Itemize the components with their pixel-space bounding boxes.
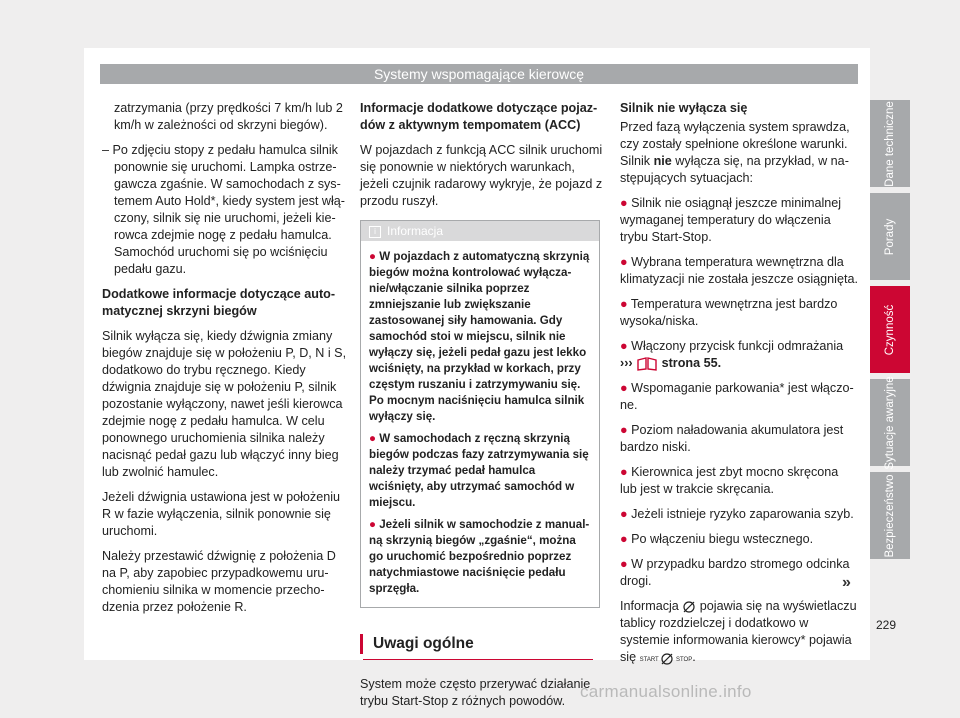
paragraph: Przed fazą wyłączenia system sprawdza, czy zostały spełnione określone warunki. Silnik nie wyłącza się, na przykład, w następujących sytuacjach:: [620, 120, 850, 185]
bullet-icon: ●: [620, 465, 632, 479]
section-title: Uwagi ogólne: [360, 634, 593, 654]
section-underline: [363, 659, 593, 660]
tab-bezpieczenstwo[interactable]: Bezpieczeństwo: [870, 472, 910, 559]
start-stop-icon: [660, 652, 674, 666]
dash-item: – Po zdjęciu stopy z pedału hamulca silnik ponownie się uruchomi. Lampka ostrzegawcza zgaśnie. W samochodach z systemem Auto Hold*, kiedy system jest włączony, silnik się nie uruchomi, jeżeli kierowca zdejmie nogę z pedału hamulca. Samochód uruchomi się po wciśnięciu pedału gazu.: [102, 143, 345, 276]
paragraph: Silnik wyłącza się, kiedy dźwignia zmiany biegów znajduje się w położeniu P, D, N i S, dodatkowo do trybu ręcznego. Kiedy dźwignia znajduje się w położeniu P, silnik pozostanie wyłączony, nawet jeśli kierowca zdejmie nogę z pedału hamulca. W celu ponownego uruchomienia silnika należy nacisnąć pedał gazu lub włączyć inny bieg lub zwolnić hamulec.: [102, 329, 347, 479]
book-icon: [636, 357, 658, 371]
bullet-item: ● Wspomaganie parkowania* jest włączone.: [620, 381, 854, 412]
start-stop-symbol: START STOP: [640, 657, 693, 663]
bullet-item: ● Kierownica jest zbyt mocno skręcona lub jest w trakcie skręcania.: [620, 465, 839, 496]
watermark: carmanualsonline.info: [580, 682, 752, 701]
info-item: ● W samochodach z ręczną skrzynią biegów podczas fazy zatrzymywania się należy trzymać pedał hamulca wciśnięty, aby utrzymać samochód w miejscu.: [369, 432, 589, 509]
info-box-body: [361, 241, 599, 607]
info-item: ● W pojazdach z automatyczną skrzynią biegów można kontrolować wyłączanie/włączanie silnika poprzez zmniejszanie lub zwiększanie zastosowanej siły hamowania. Gdy samochód stoi w miejscu, silnik nie wyłączy się, jeżeli pedał gazu jest lekko wciśnięty, na przykład w korkach, przy częstym ruszaniu i zatrzymywaniu się. Po mocnym naciśnięciu hamulca silnik wyłączy się.: [369, 250, 590, 423]
bullet-icon: ●: [369, 432, 380, 445]
column-2: [360, 100, 604, 718]
next-page-arrow-icon[interactable]: »: [842, 574, 851, 591]
column-1: [102, 100, 350, 624]
start-stop-icon: [682, 600, 696, 614]
page-reference[interactable]: ››› strona 55.: [620, 356, 722, 370]
paragraph: W pojazdach z funkcją ACC silnik uruchomi się ponownie w niektórych warunkach, jeżeli czujnik radarowy wykryje, że pojazd z przodu ruszył.: [360, 143, 603, 208]
paragraph: zatrzymania (przy prędkości 7 km/h lub 2 km/h w zależności od skrzyni biegów).: [114, 101, 343, 132]
bullet-item: ● Poziom naładowania akumulatora jest bardzo niski.: [620, 423, 844, 454]
bullet-icon: ●: [620, 532, 632, 546]
bullet-item: ● W przypadku bardzo stromego odcinka drogi.: [620, 557, 850, 588]
bullet-item: ● Silnik nie osiągnął jeszcze minimalnej wymaganej temperatury do włączenia trybu Start-Stop.: [620, 196, 842, 244]
paragraph: Jeżeli dźwignia ustawiona jest w położeniu R w fazie wyłączenia, silnik ponownie się uruchomi.: [102, 490, 341, 538]
paragraph: System może często przerywać działanie trybu Start-Stop z różnych powodów.: [360, 677, 591, 708]
info-box: [360, 220, 600, 608]
bullet-icon: ●: [620, 423, 632, 437]
info-box-header: [361, 221, 599, 241]
bullet-icon: ●: [620, 557, 632, 571]
bullet-icon: ●: [369, 518, 380, 531]
tab-czynnosc[interactable]: Czynność: [870, 286, 910, 373]
section-heading: Dodatkowe informacje dotyczące automatycznej skrzyni biegów: [102, 287, 336, 318]
bullet-icon: ●: [369, 250, 380, 263]
page-number: 229: [876, 618, 897, 632]
bullet-icon: ●: [620, 255, 632, 269]
bullet-item: ● Wybrana temperatura wewnętrzna dla klimatyzacji nie została jeszcze osiągnięta.: [620, 255, 858, 286]
bullet-item: ● Po włączeniu biegu wstecznego.: [620, 532, 814, 546]
bullet-icon: ●: [620, 381, 632, 395]
bullet-icon: ●: [620, 507, 632, 521]
column-3: [620, 100, 858, 677]
info-item: ● Jeżeli silnik w samochodzie z manualną skrzynią biegów „zgaśnie“, można go uruchomić bezpośrednio poprzez natychmiastowe naciśnięcie pedału sprzęgła.: [369, 518, 590, 595]
tab-dane-techniczne[interactable]: Dane techniczne: [870, 100, 910, 187]
tab-porady[interactable]: Porady: [870, 193, 910, 280]
info-box-title: Informacja: [387, 224, 444, 238]
side-tabs: [870, 100, 910, 565]
page-header: Systemy wspomagające kierowcę: [100, 64, 858, 84]
paragraph: Informacja pojawia się na wyświetlaczu tablicy rozdzielczej i dodatkowo w systemie informowania kierowcy* pojawia się START STOP.: [620, 598, 858, 669]
info-icon: i: [369, 226, 381, 238]
section-heading: Silnik nie wyłącza się: [620, 101, 748, 115]
section-heading: Informacje dodatkowe dotyczące pojazdów z aktywnym tempomatem (ACC): [360, 101, 598, 132]
paragraph: Należy przestawić dźwignię z położenia D na P, aby zapobiec przypadkowemu uruchomieniu silnika w momencie przechodzenia przez położenie R.: [102, 549, 336, 614]
tab-sytuacje-awaryjne[interactable]: Sytuacje awaryjne: [870, 379, 910, 466]
bullet-item: ● Włączony przycisk funkcji odmrażania ››› strona 55.: [620, 339, 844, 370]
bullet-icon: ●: [620, 196, 632, 210]
bullet-item: ● Temperatura wewnętrzna jest bardzo wysoka/niska.: [620, 297, 838, 328]
bullet-icon: ●: [620, 339, 632, 353]
bullet-icon: ●: [620, 297, 631, 311]
bullet-item: ● Jeżeli istnieje ryzyko zaparowania szyb.: [620, 507, 854, 521]
